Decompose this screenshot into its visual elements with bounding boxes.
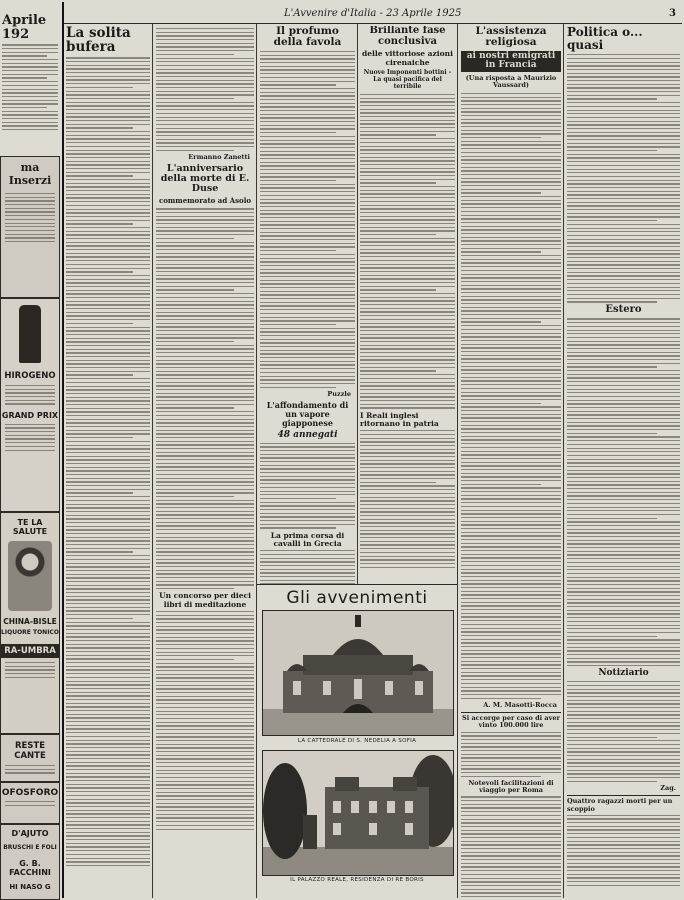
headline-emigrati: ai nostri emigrati in Francia [461,51,561,72]
body-text [66,57,150,866]
ad-hirogeno [0,298,60,512]
article-la-solita-bufera [66,26,150,898]
ad-grand-prix: GRAND PRIX [1,410,59,420]
ad-bruschi-text: BRUSCHI E FOLI [3,844,57,851]
ad-ajuto-text: D'AJUTO [11,829,49,838]
ad-inserz-text: ma Inserzi [8,161,52,187]
headline-reali: I Reali inglesi ritornano in patria [360,410,439,428]
column-3 [260,26,355,586]
palace-illustration [263,751,453,875]
ad-inserzioni [0,156,60,298]
ad-naso-text: HI NASO G [9,883,51,891]
ad-fosforo-text: OFOSFORO [1,788,59,798]
ad-fosforo [0,782,60,824]
subhead-bottini: Nuove Imponenti bottini - La quasi pacifica del terribile [363,69,452,91]
headline-viaggio-roma: Notevoli facilitazioni di viaggio per Roma [468,779,554,795]
ad-ferro-china [0,512,60,734]
ad-umbra: RA-UMBRA [1,644,59,658]
ad-china-bisleri: CHINA-BISLE [3,617,57,626]
puzzle-signature: Puzzle [327,390,351,399]
cathedral-illustration [263,611,453,735]
edge-text-block [2,44,58,130]
column-6 [567,26,680,898]
lady-illustration-icon [8,541,52,611]
headline-vapore: L'affondamento di un vapore giapponese [266,400,349,428]
caption-palace: IL PALAZZO REALE, RESIDENZA DI RE BORIS [290,877,424,883]
ad-cante-text: RESTE CANTE [14,741,46,761]
subhead-vaussard: (Una risposta a Maurizio Vaussard) [465,73,557,90]
headline-brillante: Brillante fase conclusiva [369,26,446,47]
headline-100000-lire: Si accorge per caso di aver vinto 100.000 lire [462,714,560,730]
headline: La solita bufera [66,26,131,56]
photo-palace [262,750,454,876]
column-5 [461,26,561,898]
headline-quattro-ragazzi: Quattro ragazzi morti per un scoppio [567,795,680,812]
paper-title: L'Avvenire d'Italia - 23 Aprile 1925 [284,8,462,19]
column-2 [156,26,254,898]
headline-profumo: Il profumo della favola [273,26,342,49]
signature: Ermanno Zanetti [188,153,250,162]
body-text-continued [156,28,254,151]
ad-liquore-tonico: LIQUORE TONICO [1,629,59,636]
subhead-cirenaiche: delle vittoriose azioni cirenaiche [362,49,453,67]
edge-headline: Aprile 192 [2,14,47,42]
headline-concorso: Un concorso per dieci libri di meditazione [159,591,251,609]
subhead-annegati: 48 annegati [277,429,338,440]
subhead-asolo: commemorato ad Asolo [158,196,252,206]
ad-salute: TE LA SALUTE [12,518,48,536]
bottle-icon [19,305,41,363]
ad-facchini-text: G. B. FACCHINI [9,859,51,877]
headline-corsa-cavalli: La prima corsa di cavalli in Grecia [270,530,345,548]
column-4 [360,26,455,586]
signature-masotti: A. M. Masotti-Rocca [483,701,557,710]
section-notiziario: Notiziario [598,667,649,678]
headline-anniversario: L'anniversario della morte di E. Duse [160,163,250,195]
headline-politica: Politica o... quasi [567,26,643,52]
masthead [64,8,680,22]
photo-cathedral [262,610,454,736]
ad-ajuto [0,824,60,900]
section-estero: Estero [605,303,642,315]
headline-assistenza: L'assistenza religiosa [475,26,547,49]
caption-cathedral: LA CATTEDRALE DI S. NEDELIA A SOFIA [297,738,417,744]
ad-cantele [0,734,60,782]
page-number: 3 [669,8,676,19]
ad-hirogeno-name: HIROGENO [4,371,56,381]
signature-zag: Zag. [660,784,676,793]
feature-banner: Gli avvenimenti [286,588,428,608]
